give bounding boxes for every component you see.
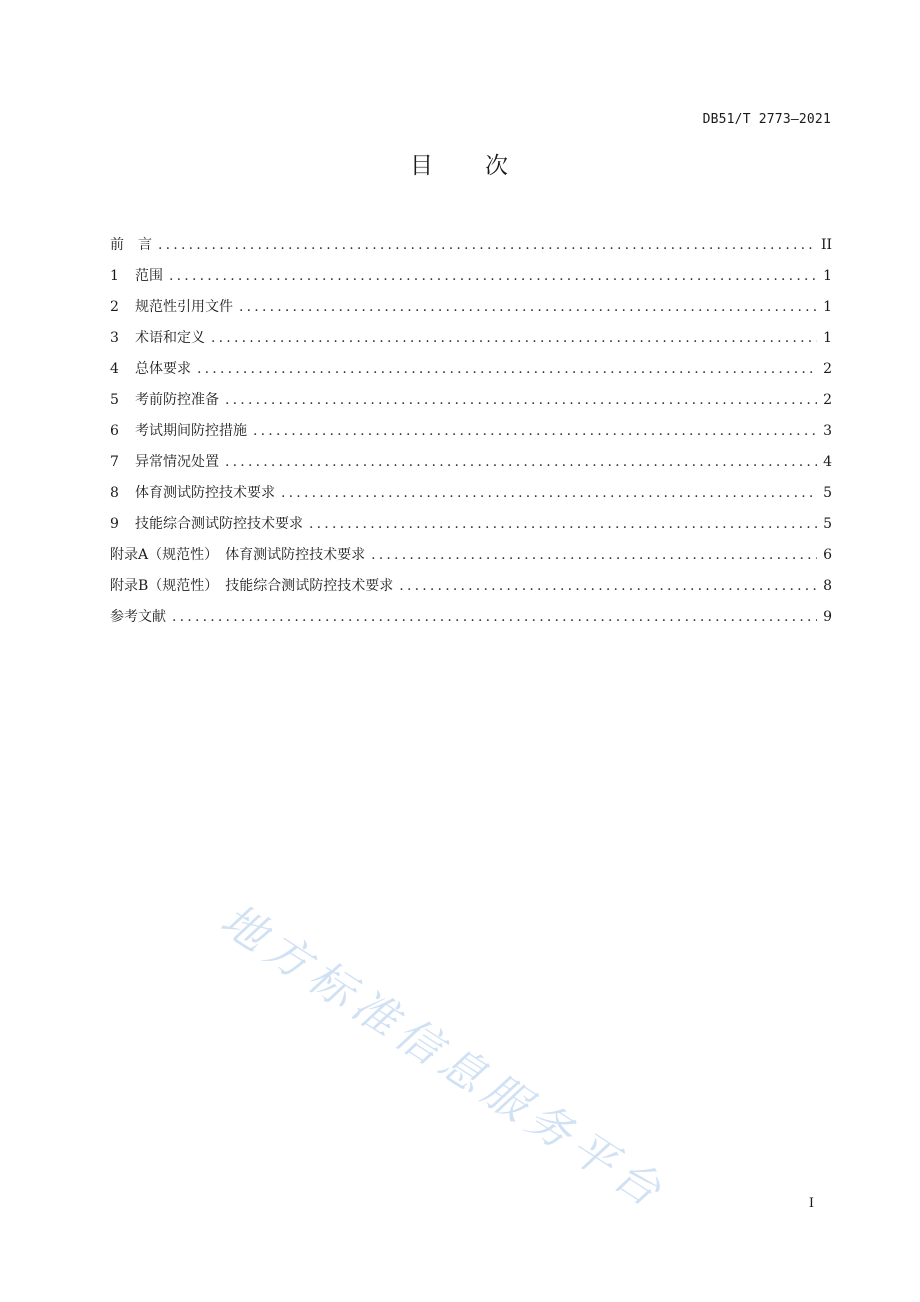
toc-leader-dots: [239, 292, 817, 323]
toc-entry-label: 技能综合测试防控技术要求: [135, 516, 303, 532]
toc-leader-dots: [211, 323, 817, 354]
toc-entry-page: 5: [823, 516, 832, 532]
toc-entry-references[interactable]: [110, 602, 832, 633]
title-char-1: 目: [410, 153, 435, 179]
toc-entry-number: 5: [110, 392, 119, 408]
toc-leader-dots: [225, 385, 817, 416]
toc-entry-page: 8: [823, 578, 832, 594]
toc-entry-label: 参考文献: [110, 609, 166, 625]
toc-entry-label: 前 言: [110, 237, 152, 253]
toc-entry-number: 1: [110, 268, 119, 284]
toc-entry-label: 规范性引用文件: [135, 299, 233, 315]
title-char-2: 次: [485, 153, 510, 179]
toc-entry-page: 1: [823, 299, 832, 315]
toc-entry-3[interactable]: [110, 323, 832, 354]
page-title: [0, 147, 920, 180]
toc-leader-dots: [172, 602, 817, 633]
table-of-contents: [110, 230, 832, 633]
toc-entry-page: 6: [823, 547, 832, 563]
toc-entry-7[interactable]: [110, 447, 832, 478]
toc-entry-page: 5: [823, 485, 832, 501]
document-code: DB51/T 2773—2021: [702, 112, 831, 127]
toc-entry-foreword[interactable]: [110, 230, 832, 261]
watermark: 地方标准信息服务平台: [211, 894, 676, 1221]
toc-entry-label: 考试期间防控措施: [135, 423, 247, 439]
toc-entry-label: 总体要求: [135, 361, 191, 377]
toc-entry-1[interactable]: [110, 261, 832, 292]
toc-entry-number: 7: [110, 454, 119, 470]
toc-leader-dots: [281, 478, 817, 509]
toc-entry-page: II: [820, 237, 832, 253]
toc-leader-dots: [225, 447, 817, 478]
toc-entry-label: 附录A（规范性） 体育测试防控技术要求: [110, 547, 366, 563]
toc-leader-dots: [309, 509, 817, 540]
toc-entry-8[interactable]: [110, 478, 832, 509]
toc-entry-page: 2: [823, 392, 832, 408]
toc-entry-label: 考前防控准备: [135, 392, 219, 408]
toc-entry-number: 3: [110, 330, 119, 346]
toc-entry-6[interactable]: [110, 416, 832, 447]
toc-entry-label: 附录B（规范性） 技能综合测试防控技术要求: [110, 578, 394, 594]
toc-entry-label: 体育测试防控技术要求: [135, 485, 275, 501]
toc-leader-dots: [197, 354, 817, 385]
toc-entry-number: 9: [110, 516, 119, 532]
toc-entry-2[interactable]: [110, 292, 832, 323]
toc-entry-4[interactable]: [110, 354, 832, 385]
toc-entry-number: 2: [110, 299, 119, 315]
toc-entry-appendix-b[interactable]: [110, 571, 832, 602]
toc-entry-page: 1: [823, 330, 832, 346]
toc-entry-9[interactable]: [110, 509, 832, 540]
toc-leader-dots: [371, 540, 817, 571]
toc-entry-label: 范围: [135, 268, 163, 284]
page-number: I: [808, 1196, 814, 1211]
toc-entry-page: 2: [823, 361, 832, 377]
toc-entry-number: 8: [110, 485, 119, 501]
toc-entry-5[interactable]: [110, 385, 832, 416]
toc-entry-page: 1: [823, 268, 832, 284]
toc-leader-dots: [253, 416, 817, 447]
toc-entry-label: 术语和定义: [135, 330, 205, 346]
toc-leader-dots: [158, 230, 815, 261]
toc-entry-number: 4: [110, 361, 119, 377]
toc-entry-label: 异常情况处置: [135, 454, 219, 470]
toc-entry-appendix-a[interactable]: [110, 540, 832, 571]
toc-entry-page: 3: [823, 423, 832, 439]
toc-entry-number: 6: [110, 423, 119, 439]
toc-entry-page: 4: [823, 454, 832, 470]
toc-leader-dots: [169, 261, 817, 292]
toc-leader-dots: [399, 571, 817, 602]
toc-entry-page: 9: [823, 609, 832, 625]
